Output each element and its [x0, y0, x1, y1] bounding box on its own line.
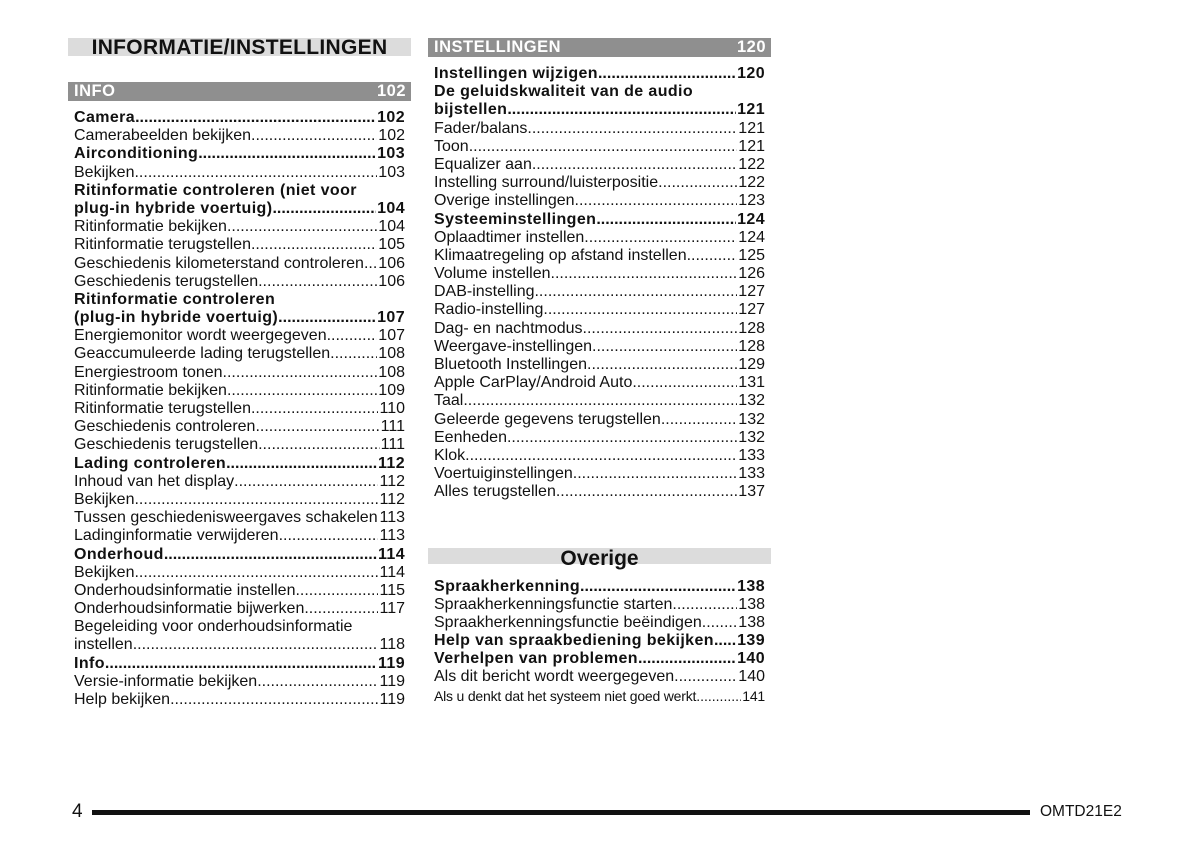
toc-entry[interactable]: [74, 400, 405, 418]
section-label: INFO: [74, 82, 116, 100]
dot-leader: [573, 465, 738, 483]
toc-entry[interactable]: [434, 247, 765, 265]
toc-entry-title: Geschiedenis terugstellen: [74, 272, 259, 290]
dot-leader: [598, 65, 736, 83]
toc-entry-page: 137: [738, 483, 765, 501]
toc-entry-title: Bluetooth Instellingen: [434, 356, 587, 373]
toc-entry-page: 121: [737, 101, 765, 119]
toc-entry-title: Spraakherkenningsfunctie beëindigen: [434, 613, 702, 631]
toc-entry-title: Airconditioning: [74, 145, 199, 163]
section-header-instellingen: [428, 38, 771, 57]
toc-entry-page: 125: [738, 246, 765, 264]
toc-entry-title: bijstellen: [434, 101, 508, 119]
chapter-title: INFORMATIE/INSTELLINGEN: [68, 38, 411, 56]
toc-entry-title: Inhoud van het display: [74, 472, 235, 490]
dot-leader: [463, 392, 737, 410]
toc-entry-title: Camera: [74, 109, 136, 126]
toc-entry-title: Klok: [434, 446, 466, 464]
toc-entry[interactable]: [74, 382, 405, 400]
toc-entry[interactable]: [74, 636, 405, 654]
toc-entry-title: Camerabeelden bekijken: [74, 127, 251, 145]
toc-entry-title: De geluidskwaliteit van de audio: [434, 83, 694, 101]
toc-entry[interactable]: [434, 265, 765, 283]
toc-entry-page: 131: [738, 374, 765, 392]
toc-entry-title: Instellingen wijzigen: [434, 65, 598, 82]
toc-entry-title: Voertuiginstellingen: [434, 465, 573, 483]
toc-entry-title: Spraakherkenning: [434, 577, 581, 595]
toc-entry[interactable]: [74, 127, 405, 145]
dot-leader: [587, 356, 737, 374]
toc-entry-page: 129: [738, 356, 765, 373]
toc-entry-title: plug-in hybride voertuig): [74, 199, 273, 217]
toc-entry-page: 117: [379, 600, 405, 618]
document-code: OMTD21E2: [1040, 803, 1122, 820]
toc-entry-page: 102: [378, 127, 405, 145]
toc-entry-title: Bekijken: [74, 563, 135, 581]
toc-entry-title: Overige instellingen: [434, 192, 575, 210]
dot-leader: [304, 600, 378, 618]
toc-entry[interactable]: [74, 673, 405, 691]
toc-entry-title: Bekijken: [74, 490, 135, 508]
toc-entry-page: 122: [738, 174, 765, 192]
toc-entry-title: (plug-in hybride voertuig): [74, 309, 279, 327]
dot-leader: [583, 320, 738, 338]
dot-leader: [272, 200, 376, 218]
dot-leader: [592, 338, 737, 356]
toc-entry[interactable]: [434, 101, 765, 119]
dot-leader: [556, 483, 737, 501]
dot-leader: [584, 229, 737, 247]
toc-entry-title: Onderhoudsinformatie instellen: [74, 581, 296, 599]
toc-entry-page: 119: [379, 691, 405, 708]
toc-entry-title: Geleerde gegevens terugstellen: [434, 410, 661, 428]
toc-entry-title: Klimaatregeling op afstand instellen: [434, 246, 687, 264]
dot-leader: [580, 578, 736, 596]
dot-leader: [198, 145, 376, 163]
toc-entry-title: Ritinformatie terugstellen: [74, 400, 251, 417]
dot-leader: [258, 273, 377, 291]
toc-entry[interactable]: [434, 650, 765, 668]
toc-entry-title: Systeeminstellingen: [434, 210, 597, 228]
toc-entry-page: 110: [379, 400, 405, 417]
toc-entry[interactable]: [74, 109, 405, 127]
toc-entry-page: 111: [380, 436, 405, 454]
section-page: 102: [376, 82, 406, 100]
toc-entry[interactable]: [74, 273, 405, 291]
dot-leader: [661, 411, 737, 429]
toc-list-instellingen: [428, 65, 771, 502]
toc-entry-page: 108: [378, 363, 405, 381]
toc-entry-page: 127: [738, 283, 765, 301]
toc-entry-page: 112: [379, 490, 405, 508]
dot-leader: [170, 691, 378, 709]
dot-leader: [674, 668, 737, 686]
dot-leader: [134, 491, 378, 509]
toc-entry[interactable]: [74, 236, 405, 254]
dot-leader: [543, 301, 737, 319]
toc-entry-page: 124: [737, 210, 765, 228]
dot-leader: [295, 582, 378, 600]
toc-entry[interactable]: [434, 596, 765, 614]
toc-entry-title: Equalizer aan: [434, 155, 532, 173]
dot-leader: [134, 564, 378, 582]
toc-entry-title: Eenheden: [434, 428, 507, 446]
toc-entry-title: Apple CarPlay/Android Auto: [434, 374, 633, 392]
toc-entry[interactable]: [74, 218, 405, 236]
toc-entry[interactable]: [74, 145, 405, 163]
toc-entry[interactable]: [74, 255, 405, 273]
toc-entry[interactable]: [74, 491, 405, 509]
toc-entry[interactable]: [74, 582, 405, 600]
toc-entry-title: Spraakherkenningsfunctie starten: [434, 595, 673, 613]
toc-entry[interactable]: [434, 632, 765, 650]
toc-entry-page: 122: [738, 155, 765, 173]
dot-leader: [702, 614, 738, 632]
dot-leader: [696, 687, 741, 705]
dot-leader: [226, 455, 377, 473]
toc-entry[interactable]: [434, 614, 765, 632]
toc-entry[interactable]: [434, 229, 765, 247]
toc-entry-page: 132: [738, 428, 765, 446]
dot-leader: [227, 218, 377, 236]
toc-entry[interactable]: [74, 364, 405, 382]
dot-leader: [223, 364, 378, 382]
dot-leader: [133, 636, 379, 654]
toc-entry-page: 121: [738, 137, 765, 155]
dot-leader: [632, 374, 737, 392]
toc-entry-page: 128: [738, 319, 765, 337]
toc-entry[interactable]: [434, 483, 765, 501]
dot-leader: [257, 673, 378, 691]
toc-entry[interactable]: [74, 691, 405, 709]
dot-leader: [507, 101, 736, 119]
toc-entry-title: Help van spraakbediening bekijken: [434, 632, 714, 650]
toc-entry-page: 113: [379, 527, 405, 545]
dot-leader: [596, 211, 736, 229]
toc-entry-page: 104: [377, 199, 405, 217]
section-page: 120: [736, 38, 766, 56]
section-header-info: [68, 82, 411, 101]
toc-entry-page: 128: [738, 337, 765, 355]
toc-entry[interactable]: [434, 174, 765, 192]
toc-entry-title: Ritinformatie controleren (niet voor: [74, 181, 357, 199]
toc-entry-page: 106: [378, 272, 405, 290]
toc-entry-page: 103: [377, 145, 405, 163]
dot-leader: [658, 174, 737, 192]
toc-entry-page: 140: [737, 650, 765, 668]
toc-entry-title: Onderhoudsinformatie bijwerken: [74, 600, 305, 618]
toc-entry-title: Geschiedenis controleren: [74, 418, 256, 436]
dot-leader: [364, 255, 377, 273]
toc-entry[interactable]: [74, 600, 405, 618]
toc-entry[interactable]: [74, 436, 405, 454]
dot-leader: [330, 345, 377, 363]
toc-entry-page: 120: [737, 65, 765, 82]
toc-entry[interactable]: [74, 418, 405, 436]
dot-leader: [227, 382, 377, 400]
toc-entry[interactable]: [74, 182, 405, 200]
dot-leader: [638, 650, 736, 668]
toc-entry[interactable]: [74, 455, 405, 473]
toc-entry-title: Begeleiding voor onderhoudsinformatie: [74, 618, 353, 636]
toc-entry-page: 105: [378, 236, 405, 254]
dot-leader: [469, 138, 738, 156]
toc-entry-title: Volume instellen: [434, 265, 551, 283]
toc-entry[interactable]: [434, 465, 765, 483]
toc-entry[interactable]: [74, 309, 405, 327]
footer-rule: [92, 810, 1030, 815]
dot-leader: [251, 236, 377, 254]
dot-leader: [465, 447, 737, 465]
toc-entry[interactable]: [434, 156, 765, 174]
toc-entry-page: 106: [378, 254, 405, 272]
toc-entry-page: 133: [738, 446, 765, 464]
toc-entry[interactable]: [74, 509, 405, 527]
toc-entry[interactable]: [74, 291, 405, 309]
toc-entry-page: 107: [377, 309, 405, 327]
toc-entry-title: Bekijken: [74, 163, 135, 181]
toc-entry-page: 126: [738, 265, 765, 283]
toc-entry-title: Geaccumuleerde lading terugstellen: [74, 345, 331, 363]
dot-leader: [687, 247, 738, 265]
toc-list-info: [68, 109, 411, 709]
toc-entry[interactable]: [434, 320, 765, 338]
dot-leader: [251, 127, 377, 145]
toc-list-overige: [428, 578, 771, 705]
dot-leader: [327, 327, 378, 345]
toc-entry[interactable]: [74, 564, 405, 582]
toc-entry[interactable]: [434, 338, 765, 356]
toc-entry-page: 141: [742, 687, 765, 704]
toc-entry-title: Energiestroom tonen: [74, 363, 223, 381]
toc-entry-page: 140: [738, 668, 765, 686]
toc-entry-page: 132: [738, 410, 765, 428]
toc-entry[interactable]: [434, 356, 765, 374]
toc-entry-page: 121: [738, 119, 765, 137]
dot-leader: [575, 192, 738, 210]
toc-entry-page: 107: [378, 327, 405, 345]
dot-leader: [134, 164, 377, 182]
toc-entry-title: Versie-informatie bekijken: [74, 672, 258, 690]
toc-entry-title: Als u denkt dat het systeem niet goed werkt: [434, 687, 697, 704]
dot-leader: [279, 527, 379, 545]
toc-entry[interactable]: [434, 447, 765, 465]
toc-entry-title: Ritinformatie controleren: [74, 290, 276, 308]
toc-entry-title: DAB-instelling: [434, 283, 535, 301]
toc-entry-page: 127: [738, 301, 765, 319]
toc-entry[interactable]: [434, 192, 765, 210]
toc-entry-page: 138: [738, 613, 765, 631]
toc-entry-title: Lading controleren: [74, 454, 227, 472]
toc-entry-page: 108: [378, 345, 405, 363]
page-number: 4: [72, 801, 83, 822]
toc-entry-page: 138: [738, 595, 765, 613]
dot-leader: [135, 109, 376, 127]
dot-leader: [714, 632, 736, 650]
toc-entry[interactable]: [434, 120, 765, 138]
toc-entry-title: Energiemonitor wordt weergegeven: [74, 327, 327, 345]
dot-leader: [255, 418, 379, 436]
toc-entry[interactable]: [434, 374, 765, 392]
toc-entry-page: 133: [738, 465, 765, 483]
dot-leader: [105, 655, 377, 673]
dot-leader: [532, 156, 737, 174]
toc-entry-page: 139: [737, 632, 765, 650]
toc-entry-title: Geschiedenis kilometerstand controleren: [74, 254, 364, 272]
toc-entry[interactable]: [74, 546, 405, 564]
dot-leader: [534, 283, 737, 301]
toc-entry-title: Oplaadtimer instellen: [434, 228, 585, 246]
toc-entry-title: Geschiedenis terugstellen: [74, 436, 259, 454]
toc-entry[interactable]: [434, 687, 765, 705]
toc-entry[interactable]: [74, 164, 405, 182]
toc-entry-title: Help bekijken: [74, 691, 171, 708]
dot-leader: [278, 309, 376, 327]
toc-entry-page: 138: [737, 577, 765, 595]
toc-entry-title: Weergave-instellingen: [434, 337, 593, 355]
toc-entry[interactable]: [74, 345, 405, 363]
toc-entry-title: Toon: [434, 137, 469, 155]
dot-leader: [234, 473, 378, 491]
toc-entry[interactable]: [434, 301, 765, 319]
toc-entry[interactable]: [74, 327, 405, 345]
dot-leader: [251, 400, 379, 418]
toc-entry-title: Dag- en nachtmodus: [434, 319, 583, 337]
toc-entry[interactable]: [74, 200, 405, 218]
toc-entry-title: Ritinformatie bekijken: [74, 218, 227, 236]
dot-leader: [164, 546, 377, 564]
toc-entry-title: Tussen geschiedenisweergaves schakelen: [74, 509, 378, 527]
toc-entry-title: Info: [74, 654, 105, 672]
toc-entry[interactable]: [434, 65, 765, 83]
toc-entry-page: 102: [377, 109, 405, 126]
toc-entry-page: 115: [379, 581, 405, 599]
toc-entry-title: Instelling surround/luisterpositie: [434, 174, 659, 192]
toc-entry-title: instellen: [74, 636, 133, 654]
toc-entry[interactable]: [434, 283, 765, 301]
toc-entry[interactable]: [434, 429, 765, 447]
toc-entry[interactable]: [434, 83, 765, 101]
toc-entry[interactable]: [434, 211, 765, 229]
toc-entry-page: 112: [377, 454, 405, 472]
toc-entry[interactable]: [434, 411, 765, 429]
toc-entry-page: 119: [379, 672, 405, 690]
toc-entry[interactable]: [74, 527, 405, 545]
toc-entry-page: 112: [379, 472, 405, 490]
toc-entry[interactable]: [434, 138, 765, 156]
dot-leader: [551, 265, 738, 283]
section-label: INSTELLINGEN: [434, 38, 562, 56]
toc-entry-page: 109: [378, 381, 405, 399]
toc-entry-page: 113: [379, 509, 405, 527]
toc-entry-title: Radio-instelling: [434, 301, 544, 319]
dot-leader: [507, 429, 737, 447]
toc-entry[interactable]: [434, 392, 765, 410]
left-column: [68, 38, 411, 709]
right-column: [428, 38, 771, 705]
toc-entry[interactable]: [434, 668, 765, 686]
toc-entry[interactable]: [74, 618, 405, 636]
toc-entry[interactable]: [434, 578, 765, 596]
toc-entry-page: 118: [379, 636, 405, 654]
toc-entry-page: 114: [377, 545, 405, 563]
toc-entry-title: Ritinformatie terugstellen: [74, 236, 251, 254]
toc-entry-page: 123: [738, 192, 765, 210]
toc-entry-page: 124: [738, 228, 765, 246]
toc-entry-page: 119: [377, 654, 405, 672]
dot-leader: [527, 120, 737, 138]
toc-entry-title: Als dit bericht wordt weergegeven: [434, 668, 675, 686]
toc-entry-page: 111: [380, 418, 405, 436]
toc-entry-title: Fader/balans: [434, 119, 528, 137]
dot-leader: [672, 596, 737, 614]
toc-entry-page: 132: [738, 392, 765, 410]
other-title: Overige: [428, 548, 771, 564]
toc-entry-page: 114: [379, 563, 405, 581]
toc-entry[interactable]: [74, 473, 405, 491]
toc-entry-title: Verhelpen van problemen: [434, 650, 638, 668]
toc-entry-title: Alles terugstellen: [434, 483, 556, 501]
toc-entry-title: Taal: [434, 392, 464, 410]
dot-leader: [258, 436, 380, 454]
toc-entry-page: 103: [378, 163, 405, 181]
toc-entry-title: Ritinformatie bekijken: [74, 381, 227, 399]
toc-entry-page: 104: [378, 218, 405, 236]
toc-entry-title: Ladinginformatie verwijderen: [74, 527, 279, 545]
toc-entry-title: Onderhoud: [74, 545, 164, 563]
toc-entry[interactable]: [74, 655, 405, 673]
